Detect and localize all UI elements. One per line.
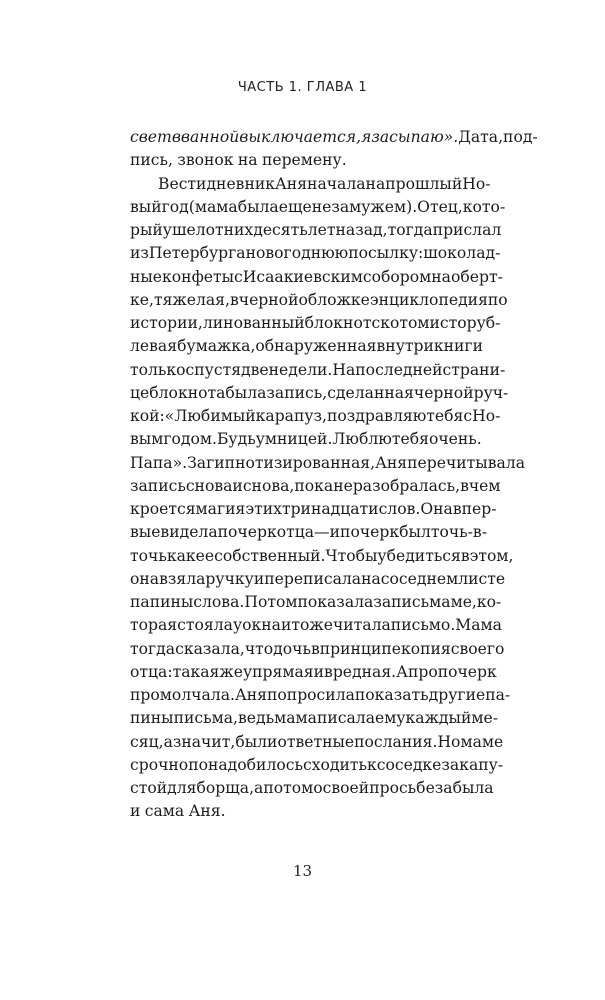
text-line [130, 242, 501, 265]
word: читала [332, 616, 391, 635]
word: ме- [471, 709, 498, 728]
word: ушел [162, 221, 206, 239]
text-line [130, 126, 538, 149]
word: ке, [130, 290, 154, 309]
word: магия [195, 500, 246, 518]
word: перемену. [261, 151, 347, 170]
word: не [311, 197, 332, 216]
word: звонок [177, 151, 234, 170]
page-number: 13 [292, 862, 313, 880]
word: тоже [291, 616, 333, 635]
word: почерк [340, 523, 400, 542]
word: линованный [202, 314, 305, 332]
word: запись [130, 476, 186, 495]
text-line [130, 498, 497, 521]
word: вые [130, 523, 161, 542]
word: а [254, 779, 264, 797]
word: Мама [455, 616, 502, 635]
word: ему [375, 709, 406, 728]
word: же [219, 662, 243, 681]
word: другие [428, 686, 486, 704]
word: Будь [216, 430, 256, 449]
text-line [130, 382, 509, 405]
word: попросила [267, 686, 355, 704]
word: последней [355, 360, 443, 379]
word: це [130, 383, 150, 402]
text-line [130, 312, 501, 335]
word: обнаруженная [255, 337, 377, 356]
word: пись, [130, 151, 173, 170]
word: Потом [244, 593, 298, 611]
word: на [361, 569, 381, 588]
word: этих [245, 500, 282, 518]
text-line [130, 800, 476, 823]
word: я [361, 128, 372, 146]
word: впер- [452, 500, 497, 518]
word: тринадцати [281, 500, 379, 518]
word: мама [274, 709, 317, 728]
word: недели. [268, 360, 333, 379]
word: слова. [193, 593, 245, 611]
word: новогоднюю [245, 244, 349, 263]
word: умницей. [255, 430, 333, 449]
word: обложке [298, 290, 370, 309]
word: она [130, 569, 160, 588]
word: внутри [376, 337, 434, 356]
word: к [367, 755, 377, 774]
word: на [431, 267, 451, 286]
word: тебя [426, 407, 464, 425]
word: и [329, 523, 341, 542]
word: в [229, 290, 239, 309]
word: торая [130, 616, 178, 635]
text-line [130, 638, 505, 661]
word: запись, [266, 383, 328, 402]
word: письмо. [390, 616, 456, 635]
word: Аня [375, 453, 408, 472]
text-line [130, 591, 502, 614]
text-line [130, 266, 503, 289]
word: истории, [130, 314, 203, 332]
word: промолчала. [130, 686, 235, 704]
text-line [130, 405, 501, 428]
word: ее [195, 546, 215, 565]
word: свет [130, 128, 172, 146]
word: своего [450, 639, 505, 658]
word: собором [362, 267, 432, 286]
word: от [205, 221, 224, 239]
word: тогда [130, 639, 176, 658]
word: прислал [432, 221, 502, 239]
word: на [237, 151, 258, 170]
word: поздравляю [327, 407, 427, 425]
word: в [310, 639, 320, 658]
word: с [371, 314, 381, 332]
word: сама [144, 802, 185, 821]
word: блокнот [304, 314, 372, 332]
word: Отец, [417, 197, 463, 216]
word: копия [400, 639, 451, 658]
word: А [396, 662, 408, 681]
text-line [130, 196, 506, 219]
word: как [166, 546, 196, 565]
word: переписала [264, 569, 362, 588]
word: две [241, 360, 269, 379]
word: а [163, 732, 173, 751]
word: год [161, 197, 189, 216]
word: почерк [437, 662, 497, 681]
word: рый [130, 221, 163, 239]
word: сходить [302, 755, 367, 774]
word: Аня [234, 686, 268, 704]
word: была [225, 383, 267, 402]
word: для [167, 779, 197, 797]
word: папины [130, 593, 194, 611]
word: отца: [130, 662, 173, 681]
word: кроется [130, 500, 196, 518]
word: и [232, 476, 243, 495]
word: про [407, 662, 438, 681]
text-line [130, 754, 504, 777]
word: Люблю [332, 430, 392, 449]
word: Она [420, 500, 453, 518]
word: замужем). [331, 197, 418, 216]
word: карапуз, [255, 407, 328, 425]
word: пока [294, 476, 334, 495]
word: «Любимый [164, 407, 256, 425]
word: Петербурга [148, 244, 246, 263]
word: выключается, [239, 128, 362, 146]
word: посылку: [348, 244, 424, 263]
word: оберт- [450, 267, 503, 286]
text-line [130, 335, 483, 358]
word: перечитывала [407, 453, 525, 472]
word: только [130, 360, 186, 379]
word: в [171, 128, 181, 146]
word: руч- [473, 383, 509, 402]
word: понадобилось [188, 755, 303, 774]
word: Но- [472, 407, 501, 425]
word: и [429, 314, 440, 332]
body-text [130, 126, 538, 824]
text-line [130, 173, 491, 196]
word: Но- [462, 174, 491, 193]
text-line [130, 359, 506, 382]
word: засыпаю». [371, 128, 459, 146]
word: под- [503, 128, 538, 146]
word: сторуб- [439, 314, 501, 332]
word: чем [468, 476, 501, 495]
word: точь [130, 546, 167, 565]
text-line [130, 289, 508, 312]
word: были [235, 732, 278, 751]
word: соседнем [380, 569, 459, 588]
word: сказала, [175, 639, 245, 658]
word: соседке [376, 755, 442, 774]
word: значит, [172, 732, 236, 751]
word: упрямая [242, 662, 314, 681]
word: Аня. [188, 802, 226, 821]
word: листе [458, 569, 506, 588]
word: тяжелая, [153, 290, 230, 309]
word: черной [238, 290, 299, 309]
word: снова, [242, 476, 295, 495]
word: была [237, 197, 279, 216]
word: борща, [196, 779, 255, 797]
text-line [130, 568, 506, 591]
word: Исаакиевским [242, 267, 363, 286]
word: — [314, 523, 330, 542]
word: ко- [476, 593, 502, 611]
word: Чтобы [325, 546, 378, 565]
word: На [332, 360, 356, 379]
word: ные [130, 267, 163, 286]
word: на [365, 174, 386, 193]
word: и [130, 802, 141, 821]
word: в [460, 476, 469, 495]
word: годом. [163, 430, 217, 449]
word: забыла [434, 779, 494, 797]
word: маме [460, 732, 504, 751]
word: вым [130, 430, 164, 449]
word: дневник [206, 174, 275, 193]
word: этом, [469, 546, 514, 565]
word: них [223, 221, 254, 239]
word: Загипнотизированная, [187, 453, 376, 472]
text-line [130, 661, 497, 684]
word: почерк [217, 523, 277, 542]
word: па- [485, 686, 511, 704]
word: с [234, 267, 243, 286]
word: из [130, 244, 149, 263]
text-line [130, 777, 494, 800]
word: прошлый [385, 174, 463, 193]
word: снова [185, 476, 233, 495]
word: показала [297, 593, 374, 611]
word: кото- [462, 197, 506, 216]
word: взяла [159, 569, 206, 588]
word: капу- [459, 755, 504, 774]
text-line [130, 219, 502, 242]
word: страни- [442, 360, 506, 379]
word: сделанная [327, 383, 414, 402]
word: послания. [354, 732, 438, 751]
word: собственный. [214, 546, 326, 565]
text-line [130, 521, 487, 544]
word: Аня [275, 174, 308, 193]
word: показать [354, 686, 429, 704]
word: и [280, 616, 292, 635]
word: очень. [428, 430, 482, 449]
text-line [130, 545, 514, 568]
word: маме, [429, 593, 477, 611]
word: блокнота [149, 383, 226, 402]
word: разобралась, [352, 476, 461, 495]
word: с [463, 407, 473, 425]
word: назад, [335, 221, 388, 239]
word: тебя [391, 430, 429, 449]
word: в [460, 546, 470, 565]
word: был [399, 523, 431, 542]
word: срочно [130, 755, 189, 774]
word: сяц, [130, 732, 164, 751]
word: конфеты [162, 267, 235, 286]
word: левая [130, 337, 178, 356]
word: книги [433, 337, 483, 356]
word: вый [130, 197, 162, 216]
word: и [253, 569, 265, 588]
word: ведь [238, 709, 275, 728]
word: у [232, 616, 243, 635]
text-line [130, 731, 504, 754]
word: Вести [158, 174, 207, 193]
word: котом [380, 314, 430, 332]
word: начала [307, 174, 366, 193]
word: каждый [405, 709, 472, 728]
word: лет [307, 221, 336, 239]
word: вредная. [324, 662, 397, 681]
word: запись [373, 593, 430, 611]
word: своей [322, 779, 370, 797]
word: такая [172, 662, 220, 681]
word: ручку [205, 569, 254, 588]
word: тогда [387, 221, 433, 239]
word: стояла [177, 616, 233, 635]
text-line [130, 452, 525, 475]
word: дочь [273, 639, 311, 658]
word: бумажка, [177, 337, 256, 356]
word: шоколад- [423, 244, 501, 263]
word: принципе [319, 639, 401, 658]
word: Дата, [458, 128, 504, 146]
word: слов. [378, 500, 421, 518]
word: за [441, 755, 460, 774]
text-line [130, 614, 502, 637]
word: отца [276, 523, 315, 542]
word: пины [130, 709, 174, 728]
word: что [244, 639, 274, 658]
text-line [130, 707, 498, 730]
word: письма, [173, 709, 238, 728]
word: окна [242, 616, 281, 635]
running-head: ЧАСТЬ 1. ГЛАВА 1 [237, 80, 368, 95]
text-line [130, 428, 482, 451]
word: не [333, 476, 353, 495]
word: просьбе [369, 779, 435, 797]
word: потом [263, 779, 314, 797]
word: убедиться [377, 546, 461, 565]
text-line [130, 475, 501, 498]
word: кой: [130, 407, 165, 425]
word: ответные [277, 732, 355, 751]
word: Но [437, 732, 461, 751]
word: еще [278, 197, 312, 216]
word: точь-в- [430, 523, 487, 542]
word: энциклопедия [369, 290, 488, 309]
word: спустя [185, 360, 242, 379]
word: (мама [188, 197, 238, 216]
word: стой [130, 779, 168, 797]
word: ванной [180, 128, 240, 146]
word: по [487, 290, 508, 309]
text-line [130, 149, 476, 172]
word: писала [316, 709, 375, 728]
word: о [313, 779, 323, 797]
word: видела [160, 523, 218, 542]
word: и [313, 662, 325, 681]
word: Папа». [130, 453, 188, 472]
word: черной [413, 383, 474, 402]
text-line [130, 684, 511, 707]
word: десять [253, 221, 308, 239]
